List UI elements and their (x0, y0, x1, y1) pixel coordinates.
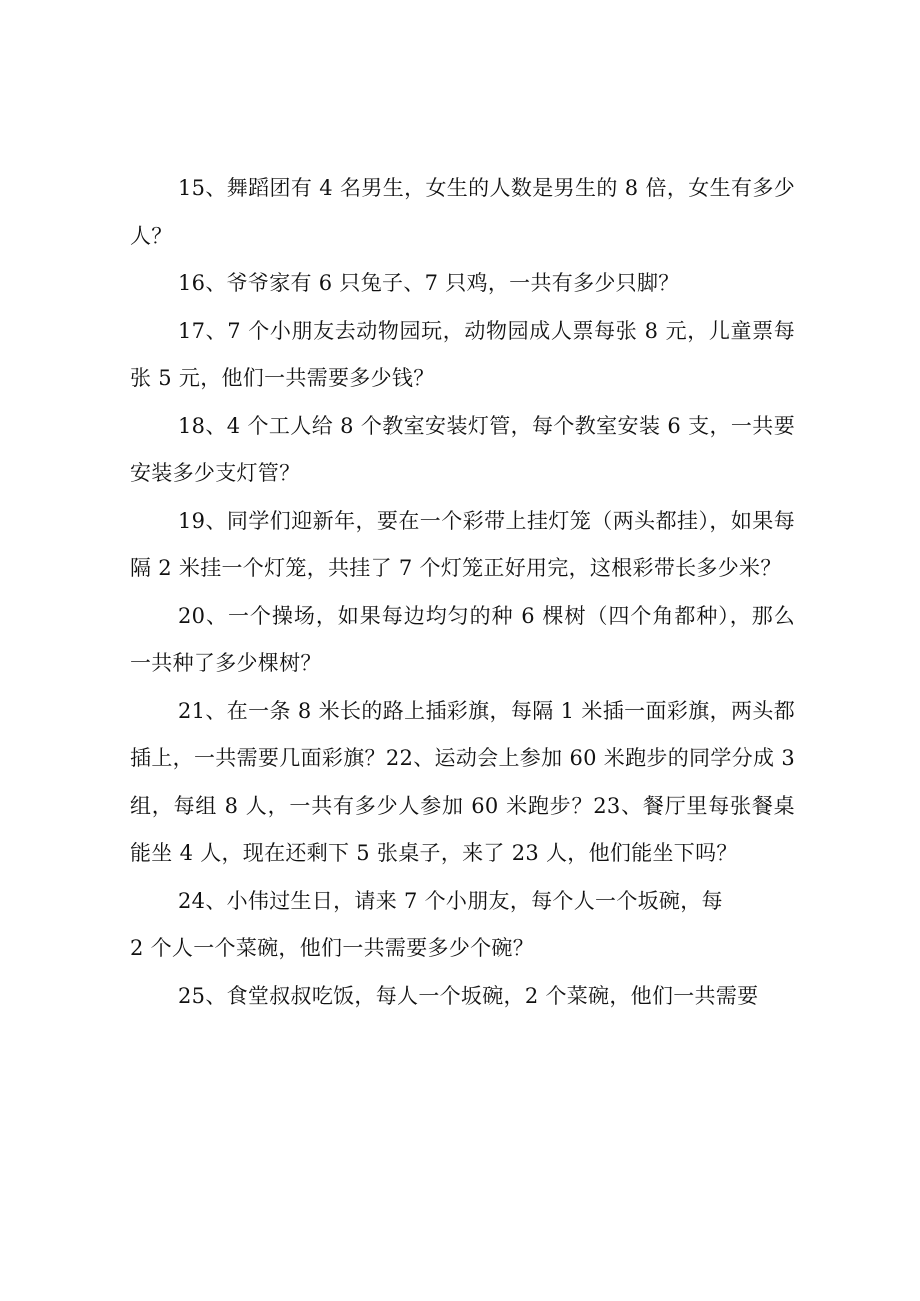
document-body (130, 165, 795, 1020)
problem-25: 25、食堂叔叔吃饭，每人一个坂碗，2 个菜碗，他们一共需要 (178, 983, 759, 1008)
problem-18: 18、4 个工人给 8 个教室安装灯管，每个教室安装 6 支，一共要安装多少支灯管？ (130, 413, 795, 485)
problem-16: 16、爷爷家有 6 只兔子、7 只鸡，一共有多少只脚？ (178, 271, 680, 295)
problem-21-23: 21、在一条 8 米长的路上插彩旗，每隔 1 米插一面彩旗，两头都插上，一共需要几面彩旗？22、运动会上参加 60 米跑步的同学分成 3 组，每组 8 人，一共有多少人参加 60 米跑步？23、餐厅里每张餐桌能坐 4 人，现在还剩下 5 张桌子，来了 23 人，他们能坐下吗？ (130, 698, 795, 865)
problem-19: 19、同学们迎新年，要在一个彩带上挂灯笼（两头都挂），如果每隔 2 米挂一个灯笼，共挂了 7 个灯笼正好用完，这根彩带长多少米？ (130, 508, 795, 580)
problem-24-line-1: 24、小伟过生日，请来 7 个小朋友，每个人一个坂碗，每 (178, 888, 723, 913)
problem-20: 20、一个操场，如果每边均匀的种 6 棵树（四个角都种），那么一共种了多少棵树？ (130, 603, 795, 675)
problem-24-line-2: 2 个人一个菜碗，他们一共需要多少个碗？ (130, 936, 535, 960)
problem-15: 15、舞蹈团有 4 名男生，女生的人数是男生的 8 倍，女生有多少人？ (130, 176, 795, 248)
problem-17: 17、7 个小朋友去动物园玩，动物园成人票每张 8 元，儿童票每张 5 元，他们一共需要多少钱？ (130, 318, 795, 390)
